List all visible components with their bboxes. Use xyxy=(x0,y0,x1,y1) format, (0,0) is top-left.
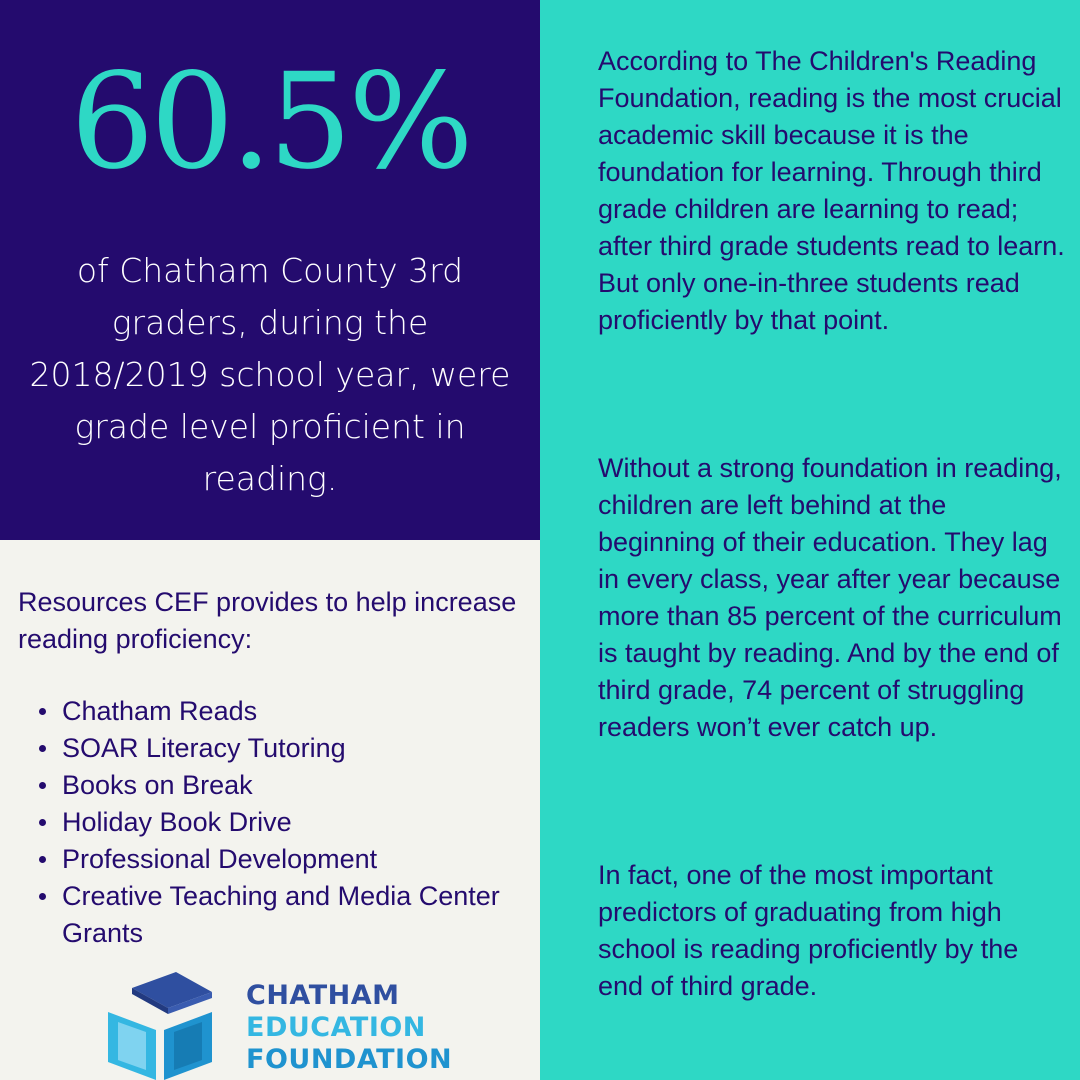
bullet-icon xyxy=(39,819,46,826)
logo-text-line-2: EDUCATION xyxy=(246,1012,426,1043)
list-item-label: Holiday Book Drive xyxy=(62,807,292,837)
info-paragraph-1: According to The Children's Reading Foundation, reading is the most crucial academic skill because it is the foundation for learning. Through third grade children are learning to read; after third grade students read to learn. But only one-in-three students read proficiently by that point. xyxy=(598,46,1065,335)
bullet-icon xyxy=(39,856,46,863)
statistic-panel xyxy=(0,0,540,540)
list-item xyxy=(18,804,518,841)
list-item-label: Chatham Reads xyxy=(62,696,258,726)
bullet-icon xyxy=(39,708,46,715)
info-paragraph-2: Without a strong foundation in reading, children are left behind at the beginning of their education. They lag in every class, year after year because more than 85 percent of the curriculum is taught by reading. And by the end of third grade, 74 percent of struggling readers won’t ever catch up. xyxy=(598,453,1062,742)
book-cube-logo-icon xyxy=(104,970,216,1080)
bullet-icon xyxy=(39,782,46,789)
list-item xyxy=(18,841,518,878)
resources-intro: Resources CEF provides to help increase reading proficiency: xyxy=(18,587,517,654)
list-item xyxy=(18,878,518,952)
list-item xyxy=(18,693,518,730)
list-item-label: Professional Development xyxy=(62,844,378,874)
list-item-label: Books on Break xyxy=(62,770,253,800)
logo-text-line-1: CHATHAM xyxy=(246,980,400,1011)
logo-text-line-3: FOUNDATION xyxy=(246,1044,453,1075)
info-paragraph-3: In fact, one of the most important predictors of graduating from high school is reading proficiently by the end of third grade. xyxy=(598,860,1019,1001)
statistic-caption: of Chatham County 3rd graders, during the 2018/2019 school year, were grade level proficient in reading. xyxy=(29,251,511,498)
statistic-number: 60.5% xyxy=(70,45,470,199)
resources-list xyxy=(18,693,518,952)
list-item-label: SOAR Literacy Tutoring xyxy=(62,733,346,763)
list-item-label: Creative Teaching and Media Center Grants xyxy=(62,881,500,948)
bullet-icon xyxy=(39,893,46,900)
list-item xyxy=(18,730,518,767)
bullet-icon xyxy=(39,745,46,752)
information-panel xyxy=(540,0,1080,1080)
organization-logo xyxy=(104,970,544,1080)
list-item xyxy=(18,767,518,804)
